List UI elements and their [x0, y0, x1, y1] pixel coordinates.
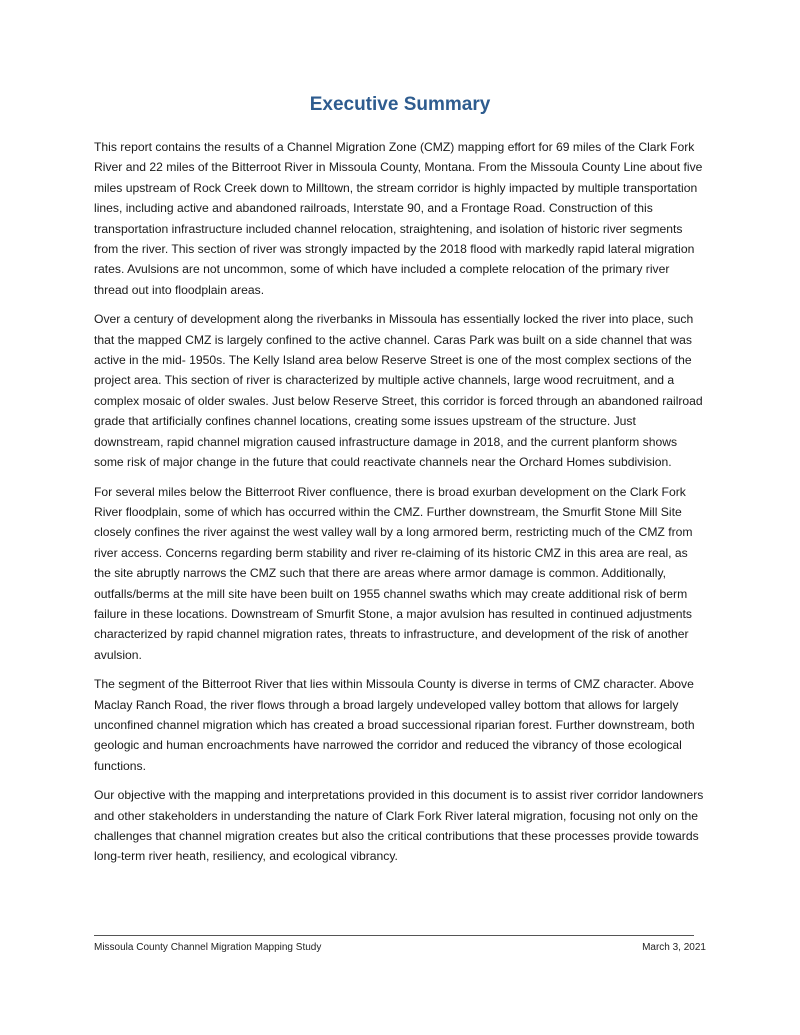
document-body	[94, 137, 706, 876]
footer-study-title: Missoula County Channel Migration Mapping Study	[94, 942, 322, 953]
footer-divider	[94, 935, 694, 936]
paragraph-objective: Our objective with the mapping and interpretations provided in this document is to assist river corridor landowners and other stakeholders in understanding the nature of Clark Fork River lateral migration, focusing not only on the challenges that channel migration creates but also the critical contributions that these processes provide towards long-term river heath, resiliency, and ecological vibrancy.	[94, 788, 704, 864]
paragraph-intro: This report contains the results of a Channel Migration Zone (CMZ) mapping effort for 69 miles of the Clark Fork River and 22 miles of the Bitterroot River in Missoula County, Montana. From the Missoula County Line about five miles upstream of Rock Creek down to Milltown, the stream corridor is highly impacted by multiple transportation lines, including active and abandoned railroads, Interstate 90, and a Frontage Road. Construction of this transportation infrastructure included channel relocation, straightening, and isolation of historic river segments from the river. This section of river was strongly impacted by the 2018 flood with markedly rapid lateral migration rates. Avulsions are not uncommon, some of which have included a complete relocation of the primary river thread out into floodplain areas.	[94, 140, 703, 297]
footer-date: March 3, 2021	[642, 942, 706, 953]
paragraph-missoula-development: Over a century of development along the riverbanks in Missoula has essentially locked the river into place, such that the mapped CMZ is largely confined to the active channel. Caras Park was built on a side channel that was active in the mid- 1950s. The Kelly Island area below Reserve Street is one of the most complex sections of the project area. This section of river is characterized by multiple active channels, large wood recruitment, and a complex mosaic of older swales. Just below Reserve Street, this corridor is forced through an abandoned railroad grade that artificially confines channel locations, creating some issues upstream of the structure. Just downstream, rapid channel migration caused infrastructure damage in 2018, and the current planform shows some risk of major change in the future that could reactivate channels near the Orchard Homes subdivision.	[94, 312, 703, 470]
paragraph-bitterroot-confluence: For several miles below the Bitterroot River confluence, there is broad exurban development on the Clark Fork River floodplain, some of which has occurred within the CMZ. Further downstream, the Smurfit Stone Mill Site closely confines the river against the west valley wall by a long armored berm, restricting much of the CMZ from river access. Concerns regarding berm stability and river re-claiming of its historic CMZ in this area are real, as the site abruptly narrows the CMZ such that there are areas where armor damage is common. Additionally, outfalls/berms at the mill site have been built on 1955 channel swaths which may create additional risk of berm failure in these locations. Downstream of Smurfit Stone, a major avulsion has resulted in continued adjustments characterized by rapid channel migration rates, threats to infrastructure, and development of the risk of another avulsion.	[94, 484, 693, 662]
paragraph-bitterroot-segment: The segment of the Bitterroot River that lies within Missoula County is diverse in terms of CMZ character. Above Maclay Ranch Road, the river flows through a broad largely undeveloped valley bottom that allows for largely unconfined channel migration which has created a broad successional riparian forest. Further downstream, both geologic and human encroachments have narrowed the corridor and reduced the vibrancy of those ecological functions.	[94, 677, 695, 773]
page-title: Executive Summary	[309, 94, 491, 115]
